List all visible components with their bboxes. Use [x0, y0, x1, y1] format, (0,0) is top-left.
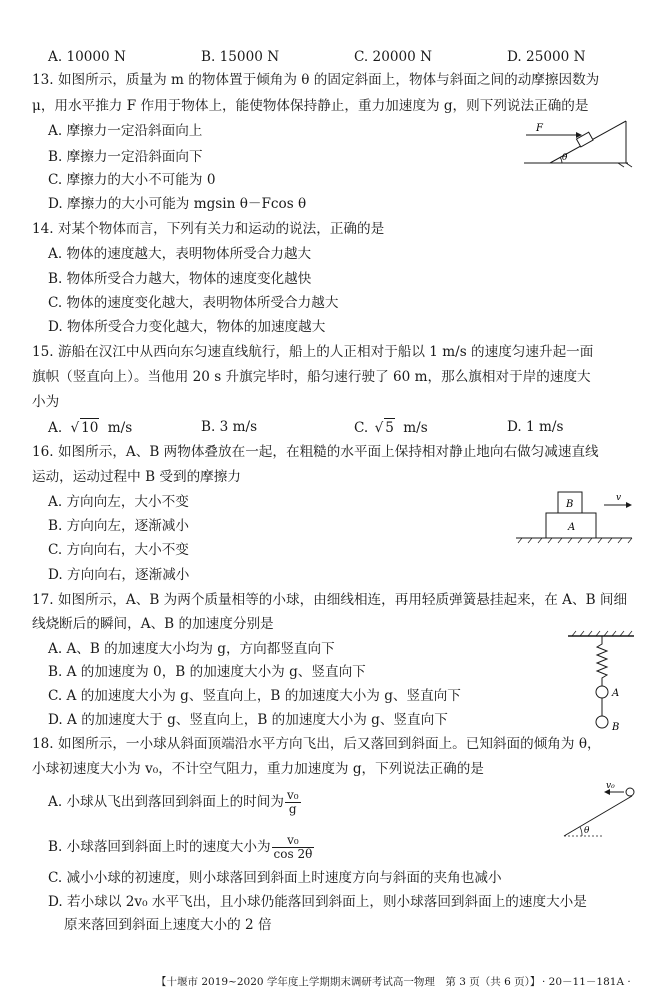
q12-option-c: C. 20000 N — [354, 49, 433, 65]
q13-stem-line1: 13. 如图所示，质量为 m 的物体置于倾角为 θ 的固定斜面上，物体与斜面之间的动摩擦因数为 — [32, 72, 600, 88]
q16-option-c: C. 方向向右，大小不变 — [48, 542, 189, 558]
q16-option-b: B. 方向向左，逐渐减小 — [48, 518, 189, 534]
q13-incline-figure — [518, 115, 634, 171]
q18-option-b-numerator: v₀ — [272, 834, 315, 848]
q18-option-c: C. 减小小球的初速度，则小球落回到斜面上时速度方向与斜面的夹角也减小 — [48, 870, 502, 886]
q13-stem-line2: μ，用水平推力 F 作用于物体上，能使物体保持静止，重力加速度为 g，则下列说法正确的是 — [32, 98, 589, 114]
q13-angle-label: θ — [562, 153, 568, 163]
q18-option-b-text: B. 小球落回到斜面上时的速度大小为 — [48, 839, 271, 855]
q17-stem-line2: 线烧断后的瞬间，A、B 的加速度分别是 — [32, 616, 274, 632]
q18-option-a-fraction — [285, 789, 301, 816]
q16-stem-line1: 16. 如图所示，A、B 两物体叠放在一起，在粗糙的水平面上保持相对静止地向右做匀减速直线 — [32, 444, 599, 460]
q17-stem-line1: 17. 如图所示，A、B 为两个质量相等的小球，由细线相连，再用轻质弹簧悬挂起来，在 A、B 间细 — [32, 592, 628, 608]
q15-option-c-radicand: 5 — [385, 420, 394, 436]
q12-option-a: A. 10000 N — [48, 49, 126, 65]
q15-option-c: C. √ 5 m/s — [354, 420, 428, 436]
q14-option-b: B. 物体所受合力越大，物体的速度变化越快 — [48, 271, 312, 287]
q17-option-a: A. A、B 的加速度大小均为 g，方向都竖直向下 — [48, 641, 335, 657]
q13-option-c: C. 摩擦力的大小不可能为 0 — [48, 172, 216, 188]
q17-option-c: C. A 的加速度大小为 g、竖直向上，B 的加速度大小为 g、竖直向下 — [48, 688, 461, 704]
q17-option-d: D. A 的加速度大于 g、竖直向上，B 的加速度大小为 g、竖直向下 — [48, 712, 448, 728]
q17-ball-a-label: A — [612, 688, 620, 699]
q14-option-d: D. 物体所受合力变化越大，物体的加速度越大 — [48, 319, 326, 335]
q14-option-c: C. 物体的速度变化越大，表明物体所受合力越大 — [48, 295, 339, 311]
q18-angle-label: θ — [584, 826, 590, 836]
q18-stem-line1: 18. 如图所示，一小球从斜面顶端沿水平方向飞出，后又落回到斜面上。已知斜面的倾角为 θ， — [32, 736, 601, 752]
q18-option-d-line2: 原来落回到斜面上速度大小的 2 倍 — [64, 917, 272, 933]
footer-code: · 20－11－181A · — [542, 976, 631, 988]
q17-option-b: B. A 的加速度为 0，B 的加速度大小为 g、竖直向下 — [48, 664, 366, 680]
q18-option-d-line1: D. 若小球以 2v₀ 水平飞出，且小球仍能落回到斜面上，则小球落回到斜面上的速度大小是 — [48, 894, 587, 910]
q12-option-b: B. 15000 N — [201, 49, 280, 65]
q15-option-a-prefix: A. — [48, 420, 63, 436]
q15-option-a-unit: m/s — [107, 420, 133, 436]
q18-velocity-label: v₀ — [606, 781, 615, 791]
q18-stem-line2: 小球初速度大小为 v₀，不计空气阻力，重力加速度为 g，下列说法正确的是 — [32, 761, 484, 777]
q18-option-b — [48, 834, 315, 861]
q13-option-b: B. 摩擦力一定沿斜面向下 — [48, 149, 203, 165]
q18-option-a-text: A. 小球从飞出到落回到斜面上的时间为 — [48, 794, 284, 810]
q18-projectile-incline-figure — [558, 780, 642, 842]
q15-stem-line3: 小为 — [32, 394, 60, 410]
q18-option-b-denominator: cos 2θ — [273, 847, 313, 861]
q13-option-d: D. 摩擦力的大小可能为 mgsin θ－Fcos θ — [48, 196, 307, 212]
q13-option-a: A. 摩擦力一定沿斜面向上 — [48, 123, 203, 139]
q13-force-label: F — [536, 123, 543, 134]
q14-stem: 14. 对某个物体而言，下列有关力和运动的说法，正确的是 — [32, 221, 385, 237]
footer-page-info: 【十堰市 2019~2020 学年度上学期期末调研考试高一物理 第 3 页（共 6 页）】 — [156, 976, 541, 988]
q16-block-a-label: A — [568, 522, 576, 533]
q16-stem-line2: 运动，运动过程中 B 受到的摩擦力 — [32, 469, 241, 485]
q15-option-b: B. 3 m/s — [201, 419, 258, 435]
q16-option-a: A. 方向向左，大小不变 — [48, 494, 189, 510]
q18-option-b-fraction — [272, 834, 315, 861]
q16-option-d: D. 方向向右，逐渐减小 — [48, 567, 190, 583]
q16-velocity-label: v — [616, 493, 622, 503]
q15-stem-line2: 旗帜（竖直向上）。当他用 20 s 升旗完毕时，船匀速行驶了 60 m，那么旗相对于岸的速度大 — [32, 369, 591, 385]
q16-block-b-label: B — [566, 499, 574, 510]
q12-option-d: D. 25000 N — [507, 49, 586, 65]
q18-option-a — [48, 789, 302, 816]
q16-stacked-blocks-figure — [512, 488, 636, 544]
q15-option-a: A. √ 10 m/s — [48, 420, 133, 436]
q15-option-c-unit: m/s — [403, 420, 428, 436]
q18-option-a-numerator: v₀ — [286, 788, 299, 802]
q15-stem-line1: 15. 游船在汉江中从西向东匀速直线航行，船上的人正相对于船以 1 m/s 的速度匀速升起一面 — [32, 344, 594, 360]
q17-ball-b-label: B — [612, 722, 620, 733]
q14-option-a: A. 物体的速度越大，表明物体所受合力越大 — [48, 246, 312, 262]
q15-option-c-prefix: C. — [354, 420, 369, 436]
q15-option-a-radicand: 10 — [81, 420, 99, 436]
q15-option-d: D. 1 m/s — [507, 419, 564, 435]
q17-spring-balls-figure — [566, 630, 636, 736]
q18-option-a-denominator: g — [288, 802, 297, 816]
